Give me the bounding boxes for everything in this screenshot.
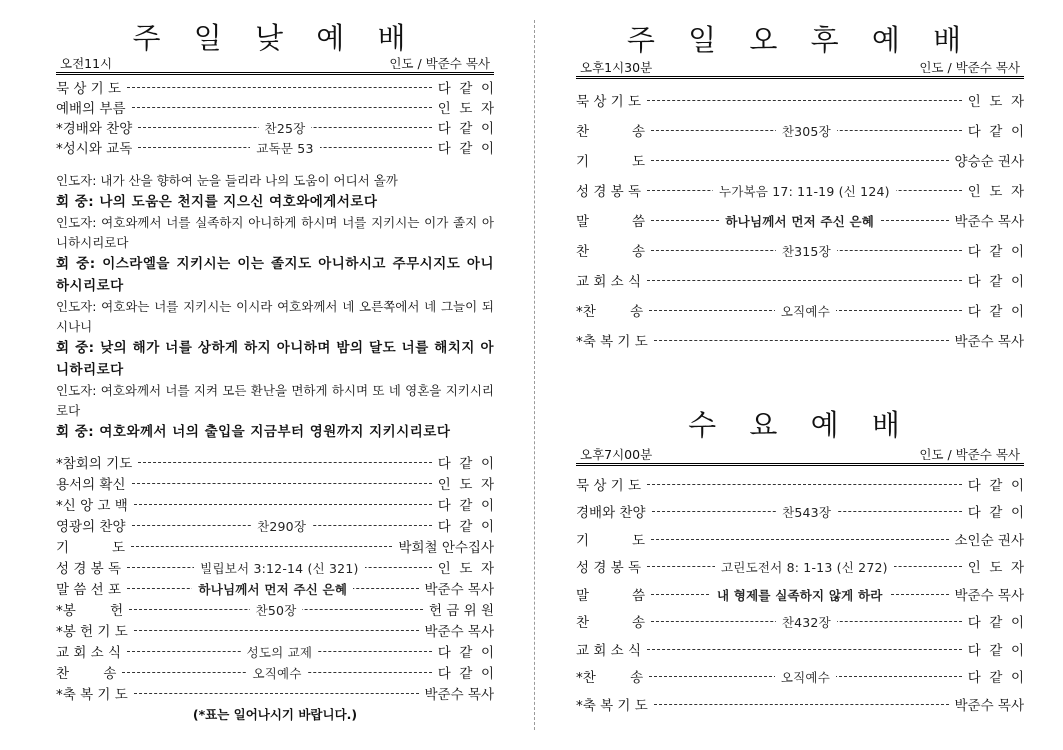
order-row (576, 175, 1024, 205)
order-item-person: 다 같 이 (967, 304, 1024, 320)
order-item-person: 다 같 이 (437, 665, 494, 682)
order-item-person: 인 도 자 (437, 476, 494, 493)
order-item-label: 교 회 소 식 (576, 642, 642, 659)
morning-service (56, 0, 494, 723)
wednesday-leader: 인도 / 박준수 목사 (919, 447, 1020, 462)
dotted-leader (127, 556, 432, 577)
dotted-leader (651, 580, 949, 608)
morning-leader: 인도 / 박준수 목사 (389, 56, 490, 71)
order-item-detail: 찬315장 (776, 242, 837, 260)
order-row (576, 295, 1024, 325)
dotted-leader (651, 235, 962, 265)
order-item-label: 성 경 봉 독 (576, 184, 642, 200)
dotted-leader (647, 553, 962, 581)
dotted-leader (654, 690, 949, 718)
dotted-leader (132, 514, 432, 535)
order-row (576, 115, 1024, 145)
order-item-person: 다 같 이 (437, 81, 494, 97)
dotted-leader (647, 470, 962, 498)
afternoon-title: 주 일 오 후 예 배 (626, 23, 974, 57)
order-item-label: 성 경 봉 독 (56, 560, 122, 577)
dotted-leader (138, 137, 431, 157)
dotted-leader (138, 451, 431, 472)
leader-line: 인도자: 여호와는 너를 지키시는 이시라 여호와께서 네 오른쪽에서 네 그늘이 되시나니 (56, 299, 494, 334)
order-item-detail: 빌립보서 3:12-14 (신 321) (194, 559, 364, 577)
dotted-leader (127, 577, 418, 598)
order-item-person: 다 같 이 (967, 615, 1024, 632)
order-item-label: *축 복 기 도 (576, 334, 648, 350)
dotted-leader (127, 640, 432, 661)
standing-note: (*표는 일어나시기 바랍니다.) (192, 707, 358, 722)
dotted-leader (651, 525, 949, 553)
order-item-label: 기 도 (576, 154, 645, 170)
dotted-leader (651, 608, 962, 636)
order-row (576, 470, 1024, 498)
order-item-label: 영광의 찬양 (56, 518, 126, 535)
order-item-label: 말 씀 (576, 214, 645, 230)
dotted-leader (651, 115, 962, 145)
order-item-person: 박준수 목사 (424, 686, 494, 703)
order-item-label: *신 앙 고 백 (56, 497, 128, 514)
order-item-person: 다 같 이 (967, 505, 1024, 522)
order-item-person: 박준수 목사 (954, 334, 1024, 350)
order-item-label: 교 회 소 식 (56, 644, 122, 661)
order-item-detail: 고린도전서 8: 1-13 (신 272) (715, 558, 894, 576)
order-row (56, 117, 494, 137)
order-item-person: 박준수 목사 (424, 581, 494, 598)
order-row (576, 498, 1024, 526)
wednesday-time: 오후7시00분 (580, 447, 653, 462)
congregation-line: 회 중: 나의 도움은 천지를 지으신 여호와에게서로다 (56, 194, 378, 210)
order-item-person: 박준수 목사 (954, 697, 1024, 714)
order-row (576, 235, 1024, 265)
wednesday-title: 수 요 예 배 (688, 408, 912, 442)
order-row (576, 608, 1024, 636)
dotted-leader (138, 117, 431, 137)
order-row (56, 661, 494, 682)
order-item-detail: 하나님께서 먼저 주신 은혜 (719, 212, 880, 230)
order-row (56, 137, 494, 157)
morning-order-top (56, 77, 494, 157)
morning-time: 오전11시 (60, 56, 113, 71)
dotted-leader (131, 535, 392, 556)
order-item-detail: 교독문 53 (250, 139, 319, 157)
order-item-label: 찬 송 (576, 244, 645, 260)
order-item-label: 성 경 봉 독 (576, 560, 642, 577)
order-item-person: 다 같 이 (437, 141, 494, 157)
order-item-label: *찬 송 (576, 670, 644, 687)
morning-order-bottom (56, 451, 494, 703)
order-row (576, 663, 1024, 691)
order-item-person: 헌 금 위 원 (428, 602, 494, 619)
order-item-person: 다 같 이 (967, 244, 1024, 260)
dotted-leader (647, 635, 962, 663)
order-row (576, 325, 1024, 355)
dotted-leader (134, 682, 419, 703)
order-row (576, 553, 1024, 581)
order-item-person: 인 도 자 (437, 101, 494, 117)
afternoon-meta (576, 60, 1024, 76)
order-item-person: 인 도 자 (437, 560, 494, 577)
order-item-person: 다 같 이 (967, 642, 1024, 659)
order-row (576, 635, 1024, 663)
order-item-person: 다 같 이 (437, 497, 494, 514)
dotted-leader (651, 145, 949, 175)
order-item-label: *봉 헌 (56, 602, 124, 619)
order-item-label: 묵 상 기 도 (576, 94, 642, 110)
order-item-label: *찬 송 (576, 304, 644, 320)
order-item-person: 박준수 목사 (954, 214, 1024, 230)
order-item-person: 다 같 이 (437, 455, 494, 472)
responsive-reading (56, 171, 494, 443)
dotted-leader (654, 325, 949, 355)
order-row (56, 640, 494, 661)
order-item-detail: 누가복음 17: 11-19 (신 124) (713, 182, 896, 200)
order-row (576, 85, 1024, 115)
order-item-detail: 찬290장 (251, 517, 312, 535)
afternoon-leader: 인도 / 박준수 목사 (919, 60, 1020, 75)
congregation-line: 회 중: 이스라엘을 지키시는 이는 졸지도 아니하시고 주무시지도 아니하시리로다 (56, 256, 494, 294)
order-item-label: 기 도 (56, 539, 125, 556)
order-item-label: *봉 헌 기 도 (56, 623, 128, 640)
dotted-leader (647, 175, 962, 205)
order-item-person: 다 같 이 (967, 670, 1024, 687)
order-item-label: 묵 상 기 도 (56, 81, 122, 97)
order-row (56, 556, 494, 577)
congregation-line: 회 중: 낮의 해가 너를 상하게 하지 아니하며 밤의 달도 너를 해치지 아니하리로다 (56, 340, 494, 378)
order-row (56, 619, 494, 640)
dotted-leader (649, 663, 962, 691)
order-item-label: *경배와 찬양 (56, 121, 133, 137)
order-row (576, 265, 1024, 295)
order-item-label: 용서의 확신 (56, 476, 126, 493)
order-item-label: 예배의 부름 (56, 101, 126, 117)
order-row (56, 682, 494, 703)
order-row (56, 535, 494, 556)
dotted-leader (134, 619, 419, 640)
order-item-detail: 찬25장 (259, 119, 312, 137)
order-item-detail: 오직예수 (775, 302, 836, 320)
order-item-person: 인 도 자 (967, 184, 1024, 200)
dotted-leader (651, 205, 949, 235)
order-item-person: 소인순 권사 (954, 532, 1024, 549)
column-divider (534, 20, 535, 730)
order-row (56, 514, 494, 535)
double-rule (576, 76, 1024, 79)
order-item-person: 다 같 이 (437, 121, 494, 137)
order-item-label: *축 복 기 도 (576, 697, 648, 714)
dotted-leader (132, 97, 432, 117)
order-row (56, 577, 494, 598)
order-item-detail: 오직예수 (247, 664, 308, 682)
order-item-person: 박희철 안수집사 (398, 539, 494, 556)
dotted-leader (652, 498, 962, 526)
order-item-label: 찬 송 (56, 665, 117, 682)
order-item-detail: 찬50장 (250, 601, 303, 619)
order-item-person: 박준수 목사 (424, 623, 494, 640)
order-item-person: 다 같 이 (437, 644, 494, 661)
order-item-person: 다 같 이 (967, 477, 1024, 494)
order-item-person: 양승순 권사 (954, 154, 1024, 170)
order-item-label: 경배와 찬양 (576, 505, 646, 522)
order-item-person: 인 도 자 (967, 560, 1024, 577)
order-item-detail: 찬543장 (776, 503, 837, 521)
order-row (56, 493, 494, 514)
order-row (576, 580, 1024, 608)
order-item-detail: 오직예수 (775, 668, 836, 686)
order-item-detail: 성도의 교제 (241, 643, 319, 661)
right-column (576, 0, 1024, 718)
order-item-label: *축 복 기 도 (56, 686, 128, 703)
order-row (56, 77, 494, 97)
dotted-leader (649, 295, 962, 325)
order-item-label: 찬 송 (576, 124, 645, 140)
order-item-person: 다 같 이 (967, 274, 1024, 290)
order-item-person: 다 같 이 (437, 518, 494, 535)
order-item-person: 박준수 목사 (954, 587, 1024, 604)
order-row (576, 145, 1024, 175)
leader-line: 인도자: 내가 산을 향하여 눈을 들리라 나의 도움이 어디서 올까 (56, 173, 398, 188)
order-item-label: *참회의 기도 (56, 455, 133, 472)
order-item-label: 말 씀 (576, 587, 645, 604)
leader-line: 인도자: 여호와께서 너를 지켜 모든 환난을 면하게 하시며 또 네 영혼을 지키시리로다 (56, 383, 494, 418)
order-item-label: 말 씀 선 포 (56, 581, 122, 598)
dotted-leader (132, 472, 432, 493)
order-row (56, 598, 494, 619)
order-item-label: 묵 상 기 도 (576, 477, 642, 494)
order-row (576, 525, 1024, 553)
order-item-detail: 내 형제를 실족하지 않게 하라 (711, 586, 889, 604)
wednesday-meta (576, 447, 1024, 463)
order-item-detail: 하나님께서 먼저 주신 은혜 (192, 580, 353, 598)
double-rule (576, 463, 1024, 466)
order-item-person: 인 도 자 (967, 94, 1024, 110)
dotted-leader (134, 493, 432, 514)
order-item-label: 교 회 소 식 (576, 274, 642, 290)
order-row (576, 205, 1024, 235)
afternoon-time: 오후1시30분 (580, 60, 653, 75)
dotted-leader (122, 661, 431, 682)
morning-title: 주 일 낮 예 배 (132, 21, 418, 55)
order-item-label: *성시와 교독 (56, 141, 133, 157)
wednesday-order (576, 470, 1024, 718)
order-row (56, 472, 494, 493)
dotted-leader (127, 77, 432, 97)
double-rule (56, 72, 494, 75)
dotted-leader (129, 598, 423, 619)
order-row (56, 97, 494, 117)
order-item-label: 찬 송 (576, 615, 645, 632)
dotted-leader (647, 265, 962, 295)
order-row (56, 451, 494, 472)
order-item-detail: 찬432장 (776, 613, 837, 631)
order-row (576, 690, 1024, 718)
dotted-leader (647, 85, 962, 115)
order-item-person: 다 같 이 (967, 124, 1024, 140)
morning-meta (56, 56, 494, 72)
order-item-detail: 찬305장 (776, 122, 837, 140)
congregation-line: 회 중: 여호와께서 너의 출입을 지금부터 영원까지 지키시리로다 (56, 424, 451, 440)
order-item-label: 기 도 (576, 532, 645, 549)
leader-line: 인도자: 여호와께서 너를 실족하지 아니하게 하시며 너를 지키시는 이가 졸지 아니하시리로다 (56, 215, 494, 250)
afternoon-order (576, 85, 1024, 355)
